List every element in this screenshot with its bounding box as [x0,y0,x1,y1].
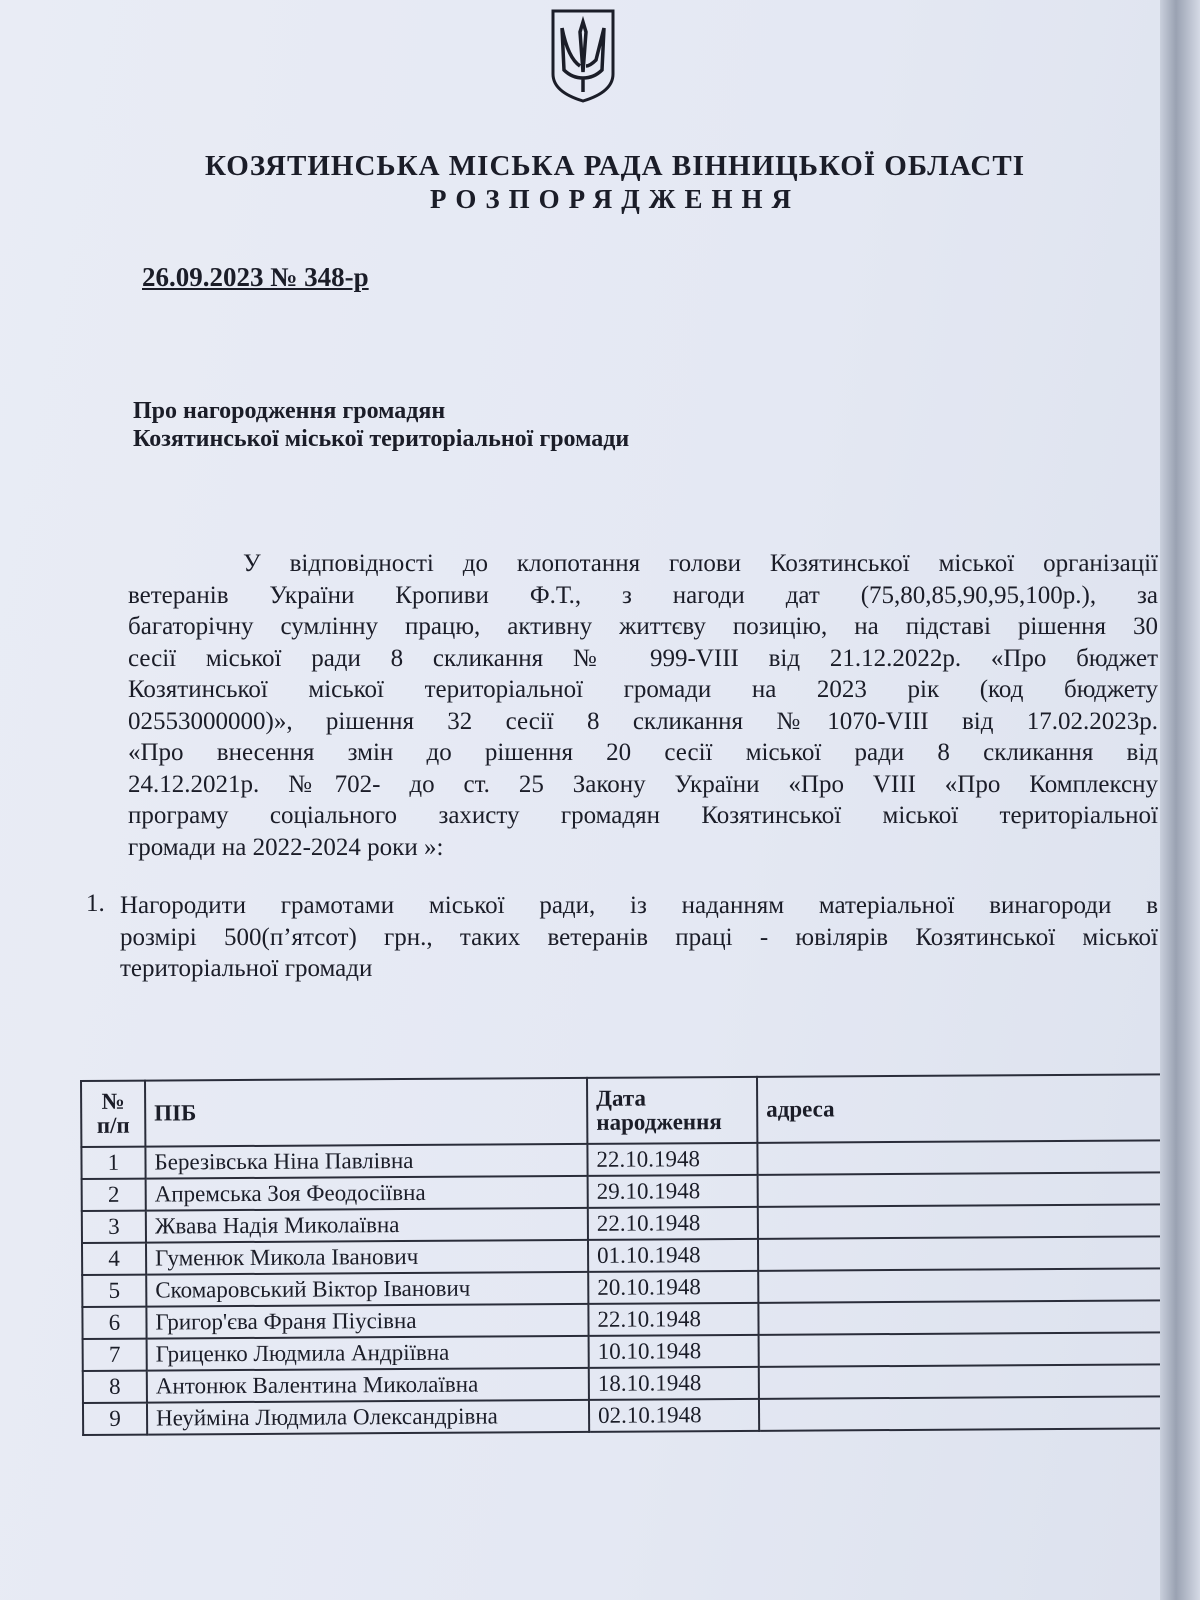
cell-name: Антонюк Валентина Миколаївна [147,1368,589,1403]
background-edge [1160,0,1200,1600]
cell-address [758,1172,1168,1207]
list-marker: 1. [86,890,105,917]
organization-title: КОЗЯТИНСЬКА МІСЬКА РАДА ВІННИЦЬКОЇ ОБЛАСТІ [204,150,1025,182]
cell-number: 2 [82,1179,146,1211]
item-line: розмірі 500(п’ятсот) грн., таких ветеранів праці - ювілярів Козятинської міської [120,923,1158,951]
paragraph-line: ветеранів України Кропиви Ф.Т., з нагоди дат (75,80,85,90,95,100р.), за [128,581,1158,609]
cell-number: 9 [83,1403,147,1435]
date-and-number: 26.09.2023 № 348-р [142,262,369,292]
paragraph-line: сесії міської ради 8 скликання № 999-VIII від 21.12.2022р. «Про бюджет [128,644,1158,672]
cell-address [758,1300,1168,1335]
cell-birthdate: 01.10.1948 [588,1239,758,1272]
document-type: РОЗПОРЯДЖЕННЯ [429,184,801,214]
cell-name: Неуйміна Людмила Олександрівна [147,1400,589,1435]
cell-birthdate: 29.10.1948 [588,1175,758,1208]
cell-address [758,1204,1168,1239]
col-header-address: адреса [757,1074,1167,1143]
item-line: Нагородити грамотами міської ради, із наданням матеріальної винагороди в [120,892,1158,919]
cell-name: Гриценко Людмила Андріївна [147,1336,589,1371]
paragraph-line: 02553000000)», рішення 32 сесії 8 скликання №1070-VIII від 17.02.2023р. [128,707,1158,735]
cell-birthdate: 10.10.1948 [589,1335,759,1368]
cell-birthdate: 20.10.1948 [588,1271,758,1304]
cell-number: 3 [82,1211,146,1243]
cell-address [759,1332,1169,1367]
paragraph-line: програму соціального захисту громадян Козятинської міської територіальної [128,802,1158,829]
cell-name: Березівська Ніна Павлівна [145,1144,587,1179]
cell-name: Григор'єва Франя Піусівна [146,1304,588,1339]
cell-address [758,1268,1168,1303]
cell-address [757,1140,1167,1175]
subject-line-2: Козятинської міської територіальної громади [133,426,630,452]
list-item-1 [86,890,1158,985]
cell-birthdate: 02.10.1948 [589,1399,759,1432]
cell-number: 6 [82,1307,146,1339]
cell-address [758,1236,1168,1271]
cell-number: 4 [82,1243,146,1275]
awardees-table [80,1073,1170,1436]
cell-number: 5 [82,1275,146,1307]
col-header-birthdate: Дата народження [587,1077,757,1144]
paragraph-line: громади на 2022-2024 роки »: [128,833,444,861]
paragraph-line: 24.12.2021р. №702- до ст. 25 Закону України «Про VIII «Про Комплексну [128,770,1158,798]
item-line: територіальної громади [120,955,373,982]
cell-number: 1 [81,1147,145,1179]
col-header-name: ПІБ [145,1078,587,1147]
cell-name: Скомаровський Віктор Іванович [146,1272,588,1307]
paragraph-line: «Про внесення змін до рішення 20 сесії міської ради 8 скликання від [128,739,1158,766]
cell-number: 8 [83,1371,147,1403]
cell-name: Жвава Надія Миколаївна [146,1208,588,1243]
cell-birthdate: 18.10.1948 [589,1367,759,1400]
cell-birthdate: 22.10.1948 [587,1143,757,1176]
table-header-row [81,1074,1167,1147]
preamble-paragraph [128,548,1158,863]
cell-name: Апремська Зоя Феодосіївна [146,1176,588,1211]
paragraph-line: багаторічну сумлінну працю, активну життєву позицію, на підставі рішення 30 [128,613,1158,640]
subject-line-1: Про нагородження громадян [133,398,446,424]
paragraph-line: У відповідності до клопотання голови Козятинської міської організації [243,550,1158,577]
cell-address [759,1396,1169,1431]
col-header-number: № п/п [81,1081,145,1147]
table-row [83,1396,1169,1435]
cell-birthdate: 22.10.1948 [588,1207,758,1240]
coat-of-arms-trident-icon [550,8,616,104]
cell-name: Гуменюк Микола Іванович [146,1240,588,1275]
paragraph-line: Козятинської міської територіальної громади на 2023 рік (код бюджету [128,676,1158,703]
cell-number: 7 [83,1339,147,1371]
cell-address [759,1364,1169,1399]
cell-birthdate: 22.10.1948 [588,1303,758,1336]
